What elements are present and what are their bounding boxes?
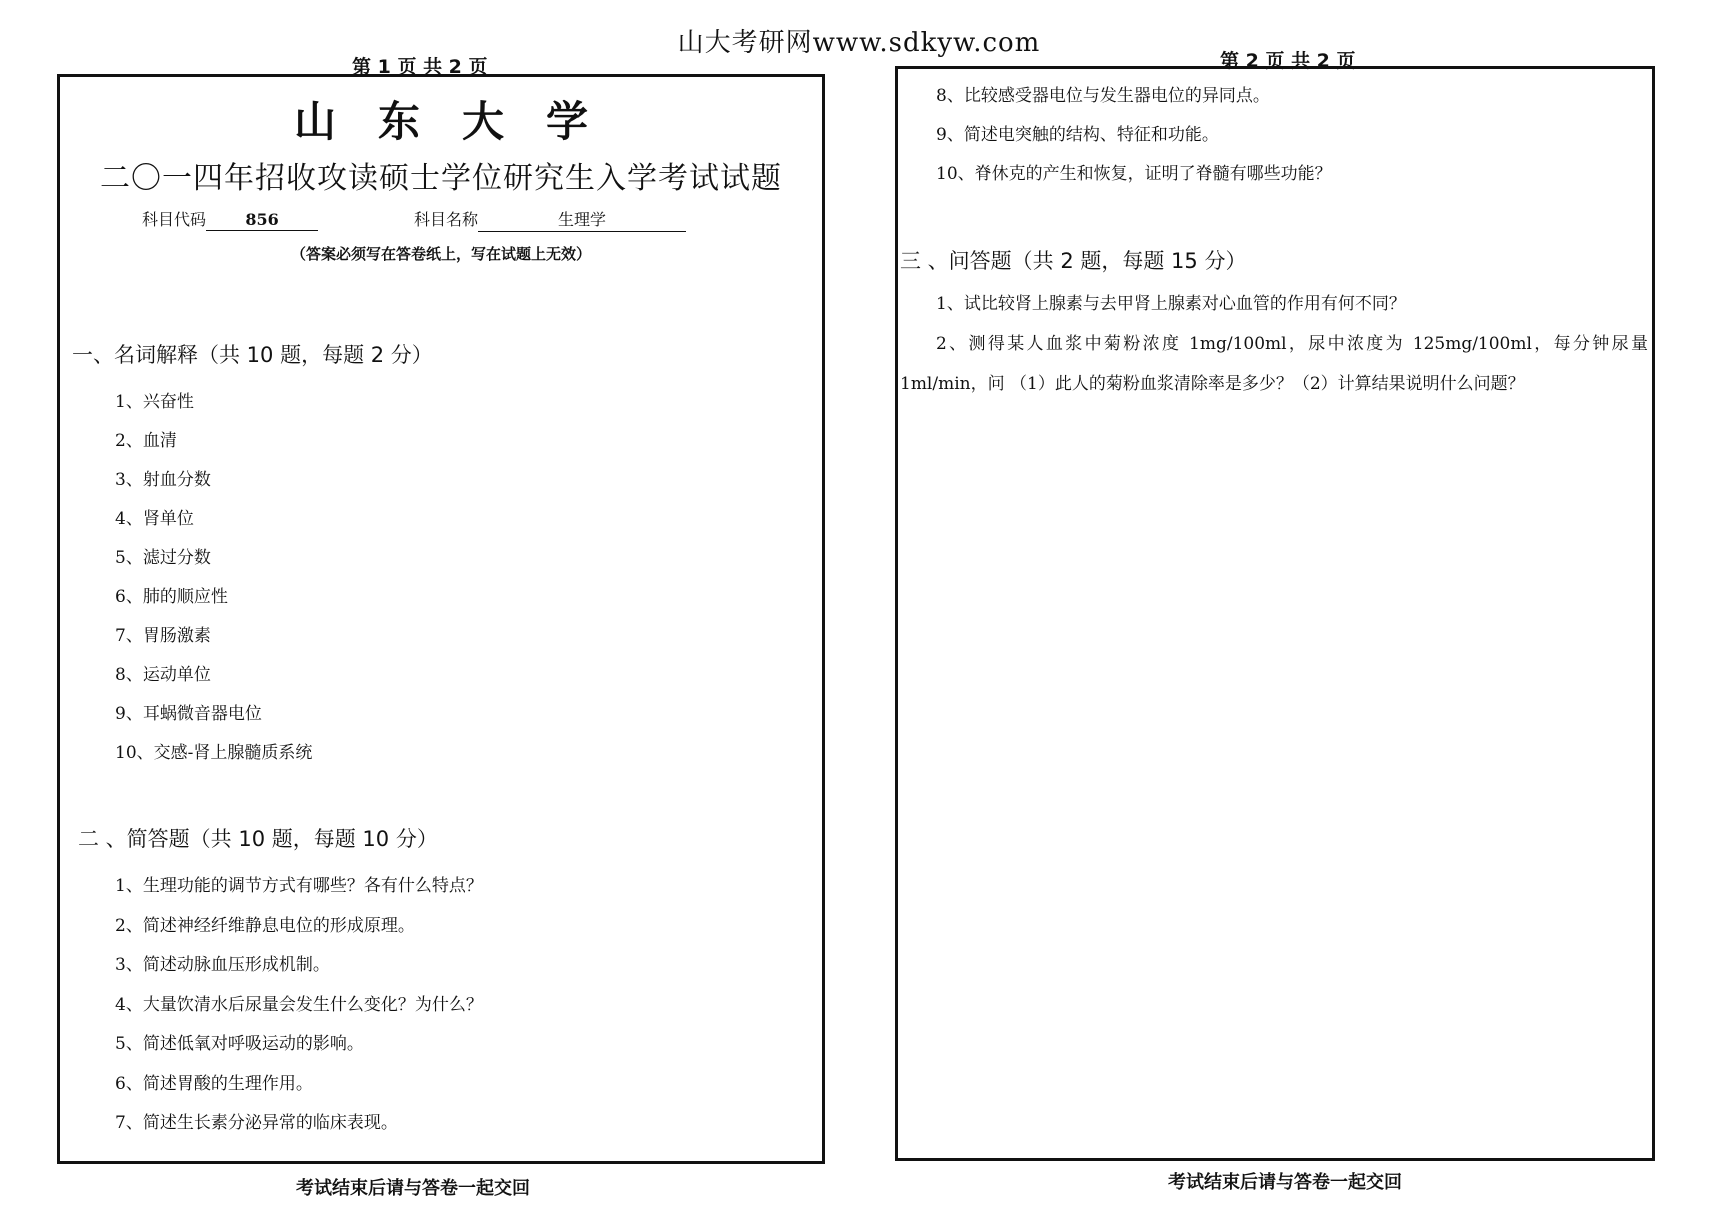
page-1-footer: 考试结束后请与答卷一起交回 <box>296 1178 530 1199</box>
list-item: 1、生理功能的调节方式有哪些？各有什么特点？ <box>115 876 483 896</box>
list-item: 2、简述神经纤维静息电位的形成原理。 <box>115 915 415 936</box>
list-item: 10、交感-肾上腺髓质系统 <box>115 743 313 763</box>
section-2-continued-list <box>936 77 1332 194</box>
list-item: 7、简述生长素分泌异常的临床表现。 <box>115 1113 398 1133</box>
subject-code-label: 科目代码 <box>142 210 207 229</box>
list-item: 4、大量饮清水后尿量会发生什么变化？为什么？ <box>115 994 483 1015</box>
answer-notice: （答案必须写在答卷纸上，写在试题上无效） <box>290 245 591 263</box>
page-1-label: 第 1 页 共 2 页 <box>352 56 488 78</box>
section-1-list <box>115 383 312 773</box>
list-item: 5、滤过分数 <box>115 548 211 568</box>
page-2-footer: 考试结束后请与答卷一起交回 <box>1168 1172 1402 1193</box>
subject-name-label: 科目名称 <box>414 210 479 229</box>
subject-name-value: 生理学 <box>478 207 686 232</box>
question-3-2: 2、测得某人血浆中菊粉浓度 1mg/100ml，尿中浓度为 125mg/100ml，每分钟尿量 1ml/min，问 （1）此人的菊粉血浆清除率是多少？（2）计算结果说明什么问题？ <box>900 334 1648 394</box>
question-3-1: 1、试比较肾上腺素与去甲肾上腺素对心血管的作用有何不同？ <box>936 294 1406 314</box>
list-item: 9、耳蜗微音器电位 <box>115 704 262 724</box>
exam-page-1 <box>57 74 825 1164</box>
list-item: 7、胃肠激素 <box>115 626 211 646</box>
exam-page-2 <box>895 66 1655 1161</box>
list-item: 9、简述电突触的结构、特征和功能。 <box>936 125 1219 145</box>
exam-title: 二〇一四年招收攻读硕士学位研究生入学考试试题 <box>100 161 782 196</box>
list-item: 6、肺的顺应性 <box>115 587 228 607</box>
page-2-label: 第 2 页 共 2 页 <box>1220 50 1356 72</box>
list-item: 8、比较感受器电位与发生器电位的异同点。 <box>936 86 1270 106</box>
list-item: 5、简述低氧对呼吸运动的影响。 <box>115 1034 364 1054</box>
list-item: 1、兴奋性 <box>115 392 194 412</box>
section-2-list <box>115 867 483 1144</box>
subject-code-value: 856 <box>206 210 318 231</box>
list-item: 3、简述动脉血压形成机制。 <box>115 955 330 975</box>
section-3-heading: 三 、问答题（共 2 题，每题 15 分） <box>900 249 1247 273</box>
list-item: 3、射血分数 <box>115 470 211 490</box>
list-item: 8、运动单位 <box>115 665 211 685</box>
list-item: 10、脊休克的产生和恢复，证明了脊髓有哪些功能？ <box>936 164 1332 184</box>
section-2-heading: 二 、简答题（共 10 题，每题 10 分） <box>78 827 438 851</box>
list-item: 2、血清 <box>115 431 177 451</box>
site-watermark: 山大考研网www.sdkyw.com <box>677 28 1041 58</box>
section-1-heading: 一、名词解释（共 10 题，每题 2 分） <box>72 343 433 367</box>
list-item: 4、肾单位 <box>115 509 194 529</box>
list-item: 6、简述胃酸的生理作用。 <box>115 1073 313 1094</box>
university-name: 山东大学 <box>293 97 630 146</box>
subject-name <box>414 207 686 232</box>
subject-code <box>142 207 318 231</box>
